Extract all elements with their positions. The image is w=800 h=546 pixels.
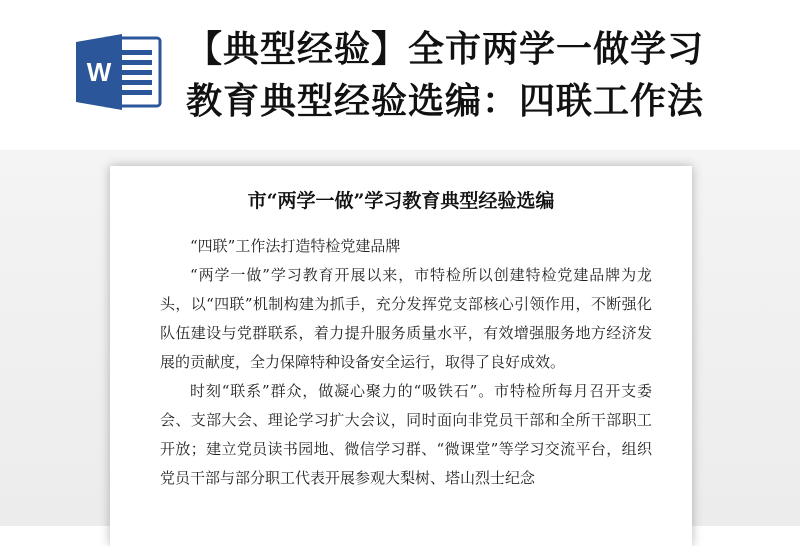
banner-title-line-2: 教育典型经验选编：四联工作法 xyxy=(186,81,705,122)
banner-title xyxy=(186,24,786,128)
document-paragraph: 时刻“联系”群众，做凝心聚力的“吸铁石”。市特检所每月召开支委会、支部大会、理论学习扩大会议，同时面向非党员干部和全所干部职工开放；建立党员读书园地、微信学习群、“微课堂”等学习交流平台，组织党员干部与部分职工代表开展参观大梨树、塔山烈士纪念 xyxy=(160,382,652,487)
banner-header xyxy=(0,0,800,150)
word-icon-letter: W xyxy=(86,57,112,87)
document-page xyxy=(110,166,692,546)
word-document-icon xyxy=(74,32,166,112)
banner-title-line-1: 【典型经验】全市两学一做学习 xyxy=(186,29,705,70)
document-title: 市“两学一做”学习教育典型经验选编 xyxy=(247,190,555,212)
document-paragraph: “两学一做”学习教育开展以来，市特检所以创建特检党建品牌为龙头，以“四联”机制构建为抓手，充分发挥党支部核心引领作用，不断强化队伍建设与党群联系，着力提升服务质量水平，有效增强服务地方经济发展的贡献度，全力保障特种设备安全运行，取得了良好成效。 xyxy=(160,266,652,371)
document-subtitle-paragraph: “四联”工作法打造特检党建品牌 xyxy=(190,237,401,255)
document-body xyxy=(160,232,652,493)
